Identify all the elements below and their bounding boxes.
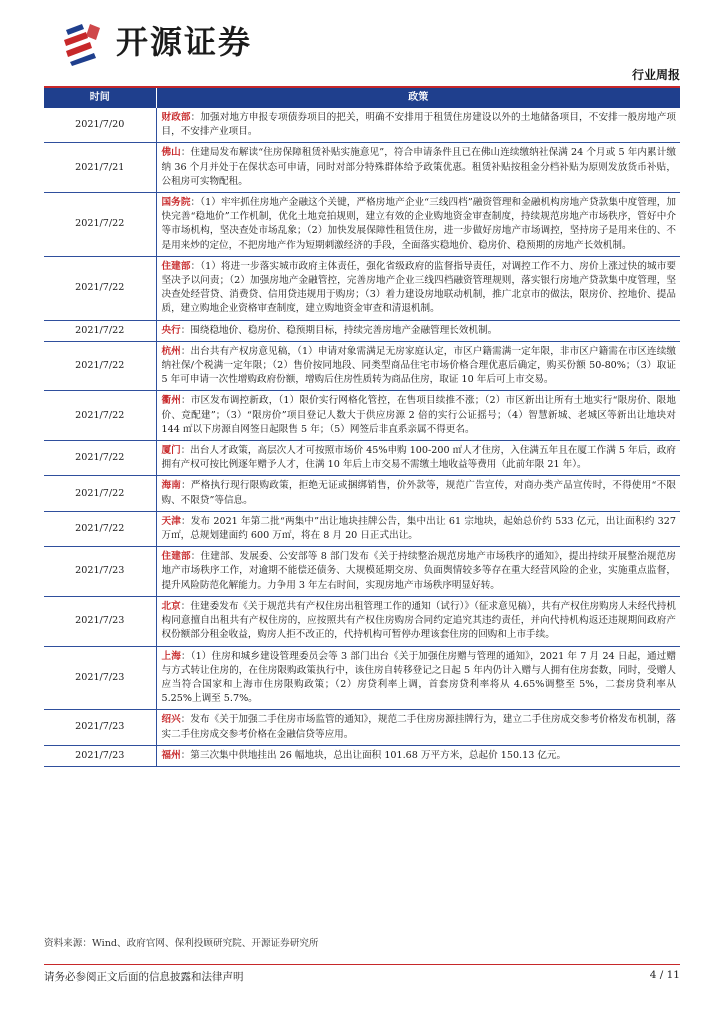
policy-text: ：住建委发布《关于规范共有产权住房出租管理工作的通知（试行）》（征求意见稿），共有产权住房购房人未经代持机构同意擅自出租共有产权住房的，应按照共有产权住房购房合同约定追究其违约责任，并向代持机构返还违规期间政府产权份额部分租金收益，购房人拒不改正的，代持机构可暂停办理该套住房的回购和上市手续。 xyxy=(161,600,676,641)
column-header-policy: 政策 xyxy=(156,88,680,108)
policy-text: ：（1）牢牢抓住房地产金融这个关键，严格房地产企业“三线四档”融资管理和金融机构房地产贷款集中度管理，加快完善“稳地价”工作机制，优化土地竞拍规则，建立有效的企业购地资金审查制度，持续规范房地产市场秩序，管好中介等市场机构，坚决查处市场乱象；（2）加快发展保障性租赁住房，进一步做好房地产市场调控，坚持房子是用来住的、不是用来炒的定位，不把房地产作为短期刺激经济的手段，全面落实稳地价、稳房价、稳预期的房地产长效机制。 xyxy=(161,197,676,251)
row-policy xyxy=(156,596,680,646)
table-header-row xyxy=(44,88,680,108)
column-header-time: 时间 xyxy=(44,88,156,108)
table-row xyxy=(44,391,680,441)
table-row xyxy=(44,710,680,745)
policy-source: 杭州 xyxy=(161,345,181,357)
policy-source: 佛山 xyxy=(161,147,181,159)
policy-source: 住建部 xyxy=(161,551,191,563)
row-policy xyxy=(156,547,680,597)
policy-text: ：市区发布调控新政，（1）限价实行网格化管控，在售项目续推不涨；（2）市区新出让所有土地实行“限房价、限地价、竞配建”；（3）“限房价”项目登记人数大于供应房源 2 倍的实行公证摇号；（4）智慧新城、老城区等新出让地块对 144 ㎡以下房源自网签日起限售 5 年；（5）网签后非直系亲属不得更名。 xyxy=(161,395,677,435)
table-row xyxy=(44,646,680,710)
table-row xyxy=(44,108,680,143)
report-type-label: 行业周报 xyxy=(631,68,680,82)
row-date: 2021/7/22 xyxy=(44,341,156,391)
table-row xyxy=(44,193,680,257)
row-policy xyxy=(156,256,680,320)
row-date: 2021/7/22 xyxy=(44,476,156,511)
policy-text: ：加强对地方申报专项债券项目的把关，明确不安排用于租赁住房建设以外的土地储备项目，不安排一般房地产项目，不安排产业项目。 xyxy=(161,112,677,138)
page-header xyxy=(44,14,680,86)
page-number: 4 / 11 xyxy=(649,969,680,981)
table-row xyxy=(44,596,680,646)
row-policy xyxy=(156,341,680,391)
table-row xyxy=(44,441,680,476)
row-date: 2021/7/22 xyxy=(44,320,156,341)
brand-logo xyxy=(44,18,284,70)
row-policy xyxy=(156,320,680,341)
footer-disclaimer: 请务必参阅正文后面的信息披露和法律声明 xyxy=(44,971,244,983)
row-policy xyxy=(156,108,680,143)
table-row xyxy=(44,256,680,320)
row-policy xyxy=(156,143,680,193)
policy-text: ：（1）将进一步落实城市政府主体责任，强化省级政府的监督指导责任，对调控工作不力、房价上涨过快的城市要坚决予以问责；（2）加强房地产金融管控，完善房地产企业三线四档融资管理规则，落实银行房地产贷款集中度管理，坚决查处经营贷、消费贷、信用贷违规用于购房；（3）着力建设房地联动机制，推广北京市的做法，限房价、控地价、提品质，建立购地企业资格审查制度，建立购地资金审查和清退机制。 xyxy=(161,260,677,315)
row-policy xyxy=(156,441,680,476)
policy-text: ：围绕稳地价、稳房价、稳预期目标，持续完善房地产金融管理长效机制。 xyxy=(180,324,498,336)
table-row xyxy=(44,143,680,193)
policy-source: 绍兴 xyxy=(161,714,181,726)
row-date: 2021/7/22 xyxy=(44,511,156,546)
policy-source: 财政部 xyxy=(161,112,191,123)
table-row xyxy=(44,745,680,766)
row-date: 2021/7/22 xyxy=(44,441,156,476)
row-date: 2021/7/22 xyxy=(44,256,156,320)
policy-text: ：（1）住房和城乡建设管理委员会等 3 部门出台《关于加强住房赠与管理的通知》，2021 年 7 月 24 日起，通过赠与方式转让住房的，在住房限购政策执行中，该住房自转移登记之日起 5 年内仍计入赠与人拥有住房套数，同时，受赠人应当符合国家和上海市住房限购政策；（2）房贷利率上调，首套房贷利率将从 4.65%调整至 5%，二套房贷利率从 5.25%上调至 5.7%。 xyxy=(161,650,676,705)
policy-table xyxy=(44,88,680,767)
logo-mark-icon xyxy=(60,20,106,66)
policy-source: 衢州 xyxy=(161,395,181,407)
row-policy xyxy=(156,511,680,546)
row-policy xyxy=(156,476,680,511)
row-date: 2021/7/20 xyxy=(44,108,156,143)
table-row xyxy=(44,547,680,597)
policy-text: ：出台人才政策，高层次人才可按照市场价 45%申购 100-200 ㎡人才住房，入住满五年且在厦工作满 5 年后，政府拥有产权可按比例逐年赠予人才，住满 10 年后上市交易不需缴土地收益等费用（此前年限 21 年）。 xyxy=(161,445,676,471)
row-date: 2021/7/22 xyxy=(44,391,156,441)
row-date: 2021/7/23 xyxy=(44,596,156,646)
policy-source: 北京 xyxy=(161,600,181,612)
row-policy xyxy=(156,745,680,766)
policy-source: 央行 xyxy=(161,324,181,336)
policy-text: ：出台共有产权房意见稿，（1）申请对象需满足无房家庭认定，市区户籍需满一定年限，非市区户籍需在市区连续缴纳社保/个税满一定年限；（2）售价按同地段、同类型商品住宅市场价格合理优惠后确定，购买份额 50-80%；（3）取证 5 年可申请一次性增购政府份额，增购后住房性质转为商品住房，取证 10 年后可上市交易。 xyxy=(161,345,676,386)
row-policy xyxy=(156,391,680,441)
table-row xyxy=(44,320,680,341)
policy-source: 住建部 xyxy=(161,260,191,272)
row-policy xyxy=(156,646,680,710)
row-policy xyxy=(156,710,680,745)
policy-text: ：发布 2021 年第二批“两集中”出让地块挂牌公告，集中出让 61 宗地块，起始总价约 533 亿元，出让面积约 327 万㎡，总规划建面约 600 万㎡，将在 8 月 20 日正式出让。 xyxy=(161,515,676,542)
policy-source: 福州 xyxy=(161,749,181,761)
row-date: 2021/7/23 xyxy=(44,710,156,745)
policy-source: 海南 xyxy=(161,480,182,492)
source-note: 资料来源：Wind、政府官网、保利投顾研究院、开源证券研究所 xyxy=(44,938,319,949)
table-row xyxy=(44,476,680,511)
policy-text: ：第三次集中供地挂出 26 幅地块，总出让面积 101.68 万平方米，总起价 150.13 亿元。 xyxy=(180,749,567,761)
row-policy xyxy=(156,193,680,257)
table-row xyxy=(44,341,680,391)
policy-text: ：发布《关于加强二手住房市场监管的通知》，规范二手住房房源挂牌行为，建立二手住房成交参考价格发布机制，落实二手住房成交参考价格在金融信贷等应用。 xyxy=(161,714,676,740)
footer-divider xyxy=(44,964,680,965)
policy-source: 天津 xyxy=(161,515,181,527)
logo-text: 开源证券 xyxy=(116,23,253,61)
row-date: 2021/7/22 xyxy=(44,193,156,257)
row-date: 2021/7/23 xyxy=(44,745,156,766)
policy-table-body xyxy=(44,108,680,766)
policy-text: ：住建局发布解读“住房保障租赁补贴实施意见”，符合申请条件且已在佛山连续缴纳社保满 24 个月或 5 年内累计缴纳 36 个月并处于在保状态可申请，同时对部分特殊群体给予政策优惠。租赁补贴按租金分档补贴为原则发放货币补贴，公租房可实物配租。 xyxy=(161,147,676,187)
row-date: 2021/7/21 xyxy=(44,143,156,193)
table-row xyxy=(44,511,680,546)
row-date: 2021/7/23 xyxy=(44,547,156,597)
policy-text: ：住建部、发展委、公安部等 8 部门发布《关于持续整治规范房地产市场秩序的通知》，提出持续开展整治规范房地产市场秩序工作，对逾期不能偿还债务、大规模延期交房、负面舆情较多等存在重大经营风险的企业，实施重点监督，提升风险防范化解能力。力争用 3 年左右时间，实现房地产市场秩序明显好转。 xyxy=(161,551,676,591)
policy-text: ：严格执行现行限购政策，拒绝无证或捆绑销售，价外款等，规范广告宣传，对商办类产品宣传时，不得使用“不限购、不限贷”等信息。 xyxy=(161,480,677,506)
policy-source: 厦门 xyxy=(161,445,181,457)
row-date: 2021/7/23 xyxy=(44,646,156,710)
policy-source: 国务院 xyxy=(161,197,191,209)
policy-source: 上海 xyxy=(161,650,181,662)
